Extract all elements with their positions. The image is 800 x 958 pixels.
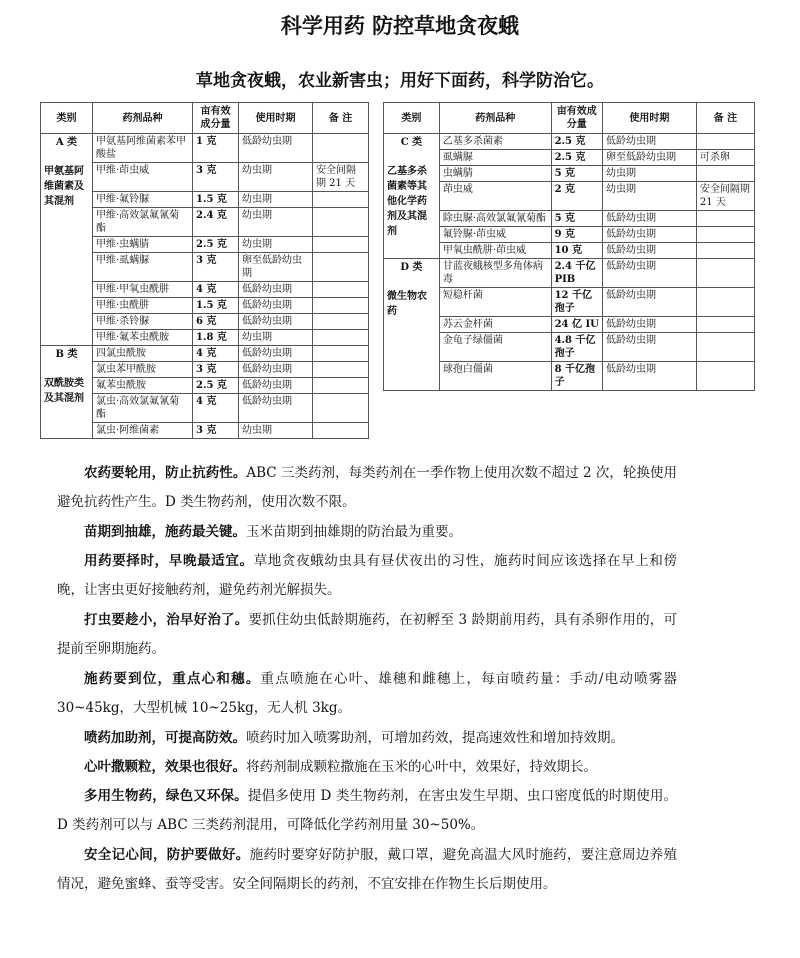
note-text (313, 314, 369, 330)
category-name: 微生物农药 (387, 291, 427, 317)
note-text (313, 237, 369, 253)
dosage-value: 12 千亿孢子 (551, 288, 602, 317)
category-cell (384, 259, 440, 391)
usage-period: 低龄幼虫期 (239, 282, 313, 298)
advice-text: 要抓住幼虫低龄期施药，在初孵至 3 龄期前用药，具有杀卵作用的，可提前至卵期施药。 (57, 612, 678, 657)
pesticide-name: 甲维·杀铃脲 (93, 314, 193, 330)
usage-period: 低龄幼虫期 (239, 314, 313, 330)
pesticide-name: 甲氨基阿维菌素苯甲酸盐 (93, 134, 193, 163)
header-pesticide: 药剂品种 (439, 103, 551, 134)
usage-period: 低龄幼虫期 (602, 259, 696, 288)
advice-text: 喷药时加入喷雾助剂，可增加药效，提高速效性和增加持效期。 (246, 730, 624, 746)
advice-text: 草地贪夜蛾幼虫具有昼伏夜出的习性，施药时间应该选择在早上和傍晚，让害虫更好接触药剂，避免药剂光解损失。 (57, 553, 677, 598)
usage-period: 低龄幼虫期 (239, 134, 313, 163)
header-category: 类别 (41, 103, 93, 134)
pesticide-name: 甲氧虫酰肼·茚虫威 (439, 243, 551, 259)
pesticide-name: 氯虫·高效氯氟氰菊酯 (93, 394, 193, 423)
note-text (313, 253, 369, 282)
usage-period: 卵至低龄幼虫期 (239, 253, 313, 282)
note-text (696, 134, 754, 150)
note-text (313, 423, 369, 439)
table-row (384, 317, 755, 333)
dosage-value: 1.5 克 (193, 298, 239, 314)
table-row (384, 243, 755, 259)
usage-period: 幼虫期 (602, 166, 696, 182)
note-text (696, 243, 754, 259)
note-text (696, 362, 754, 391)
table-row (384, 227, 755, 243)
pesticide-table-right (383, 102, 755, 391)
dosage-value: 4 克 (193, 394, 239, 423)
dosage-value: 4.8 千亿孢子 (551, 333, 602, 362)
dosage-value: 3 克 (193, 163, 239, 192)
dosage-value: 2 克 (551, 182, 602, 211)
note-text (313, 282, 369, 298)
category-cell (384, 134, 440, 259)
note-text: 可杀卵 (696, 150, 754, 166)
header-pesticide: 药剂品种 (93, 103, 193, 134)
pesticide-name: 茚虫威 (439, 182, 551, 211)
note-text (313, 346, 369, 362)
dosage-value: 10 克 (551, 243, 602, 259)
header-period: 使用时期 (239, 103, 313, 134)
pesticide-name: 氟铃脲·茚虫威 (439, 227, 551, 243)
usage-period: 幼虫期 (239, 330, 313, 346)
advice-text: 玉米苗期到抽雄期的防治最为重要。 (246, 524, 462, 540)
note-text (313, 330, 369, 346)
category-name: 乙基多杀菌素等其他化学药剂及其混剂 (387, 166, 427, 237)
usage-period: 低龄幼虫期 (239, 362, 313, 378)
usage-period: 幼虫期 (239, 423, 313, 439)
pesticide-name: 甘蓝夜蛾核型多角体病毒 (439, 259, 551, 288)
note-text (313, 192, 369, 208)
dosage-value: 6 克 (193, 314, 239, 330)
usage-period: 低龄幼虫期 (602, 243, 696, 259)
note-text: 安全间隔期 21 天 (313, 163, 369, 192)
usage-period: 低龄幼虫期 (239, 346, 313, 362)
note-text (696, 211, 754, 227)
table-row (384, 166, 755, 182)
usage-period: 低龄幼虫期 (602, 211, 696, 227)
usage-period: 幼虫期 (239, 163, 313, 192)
advice-paragraph (57, 547, 677, 605)
pesticide-name: 甲维·茚虫威 (93, 163, 193, 192)
pesticide-name: 氯虫·阿维菌素 (93, 423, 193, 439)
usage-period: 低龄幼虫期 (602, 227, 696, 243)
note-text (313, 378, 369, 394)
advice-paragraph (57, 606, 677, 664)
category-cell (41, 346, 93, 439)
table-header-row (41, 103, 369, 134)
advice-lead: 喷药加助剂，可提高防效。 (84, 730, 246, 746)
advice-paragraph (57, 841, 677, 899)
dosage-value: 2.5 克 (551, 134, 602, 150)
table-row (384, 259, 755, 288)
note-text (313, 394, 369, 423)
dosage-value: 24 亿 IU (551, 317, 602, 333)
advice-paragraph (57, 753, 677, 782)
header-period: 使用时期 (602, 103, 696, 134)
header-notes: 备 注 (696, 103, 754, 134)
dosage-value: 1 克 (193, 134, 239, 163)
note-text (696, 333, 754, 362)
category-code: C 类 (400, 137, 423, 148)
advice-lead: 农药要轮用，防止抗药性。 (84, 465, 247, 481)
usage-period: 卵至低龄幼虫期 (602, 150, 696, 166)
advice-lead: 打虫要趁小，治早好治了。 (84, 612, 249, 628)
advice-lead: 用药要择时，早晚最适宜。 (84, 553, 254, 569)
usage-period: 低龄幼虫期 (239, 378, 313, 394)
category-cell (41, 134, 93, 346)
category-name: 双酰胺类及其混剂 (44, 378, 84, 404)
advice-text: 将药剂制成颗粒撒施在玉米的心叶中，效果好，持效期长。 (246, 759, 597, 775)
dosage-value: 5 克 (551, 211, 602, 227)
note-text: 安全间隔期 21 天 (696, 182, 754, 211)
usage-period: 低龄幼虫期 (602, 288, 696, 317)
dosage-value: 2.5 克 (193, 237, 239, 253)
pesticide-name: 虫螨腈 (439, 166, 551, 182)
usage-period: 低龄幼虫期 (239, 298, 313, 314)
advice-lead: 施药要到位，重点心和穗。 (84, 671, 261, 687)
dosage-value: 3 克 (193, 253, 239, 282)
header-dosage: 亩有效成分量 (551, 103, 602, 134)
advice-paragraph (57, 665, 677, 723)
table-header-row (384, 103, 755, 134)
advice-paragraph (57, 782, 677, 840)
dosage-value: 2.5 克 (551, 150, 602, 166)
advice-lead: 心叶撒颗粒，效果也很好。 (84, 759, 246, 775)
dosage-value: 1.5 克 (193, 192, 239, 208)
advice-text: 重点喷施在心叶、雄穗和雌穗上，每亩喷药量：手动/电动喷雾器 30~45kg，大型机械 10~25kg，无人机 3kg。 (57, 671, 677, 716)
pesticide-name: 甲维·甲氧虫酰肼 (93, 282, 193, 298)
note-text (696, 227, 754, 243)
usage-period: 幼虫期 (239, 237, 313, 253)
pesticide-name: 甲维·高效氯氟氰菊酯 (93, 208, 193, 237)
category-code: B 类 (55, 349, 78, 360)
advice-paragraph (57, 459, 677, 517)
dosage-value: 2.4 克 (193, 208, 239, 237)
table-row (384, 182, 755, 211)
dosage-value: 9 克 (551, 227, 602, 243)
header-notes: 备 注 (313, 103, 369, 134)
usage-period: 低龄幼虫期 (602, 317, 696, 333)
note-text (696, 166, 754, 182)
page-subtitle: 草地贪夜蛾，农业新害虫；用好下面药，科学防治它。 (196, 71, 604, 91)
advice-lead: 安全记心间，防护要做好。 (84, 847, 250, 863)
pesticide-name: 甲维·氟苯虫酰胺 (93, 330, 193, 346)
pesticide-table-left (40, 102, 369, 439)
table-body-right (384, 134, 755, 391)
table-row (41, 346, 369, 362)
pesticide-name: 除虫脲·高效氯氟氰菊酯 (439, 211, 551, 227)
category-code: A 类 (55, 137, 78, 148)
dosage-value: 5 克 (551, 166, 602, 182)
dosage-value: 8 千亿孢子 (551, 362, 602, 391)
table-row (41, 134, 369, 163)
pesticide-name: 甲维·虫酰肼 (93, 298, 193, 314)
pesticide-name: 乙基多杀菌素 (439, 134, 551, 150)
note-text (313, 298, 369, 314)
table-row (384, 211, 755, 227)
table-row (384, 288, 755, 317)
usage-period: 低龄幼虫期 (602, 134, 696, 150)
pesticide-name: 甲维·虫螨腈 (93, 237, 193, 253)
usage-period: 幼虫期 (602, 182, 696, 211)
note-text (696, 288, 754, 317)
table-row (384, 134, 755, 150)
advice-lead: 多用生物药，绿色又环保。 (84, 788, 248, 804)
dosage-value: 3 克 (193, 423, 239, 439)
header-category: 类别 (384, 103, 440, 134)
pesticide-name: 金龟子绿僵菌 (439, 333, 551, 362)
table-row (384, 333, 755, 362)
advice-paragraph (57, 518, 677, 547)
header-dosage: 亩有效成分量 (193, 103, 239, 134)
dosage-value: 4 克 (193, 346, 239, 362)
pesticide-name: 苏云金杆菌 (439, 317, 551, 333)
dosage-value: 1.8 克 (193, 330, 239, 346)
table-row (384, 362, 755, 391)
pesticide-name: 短稳杆菌 (439, 288, 551, 317)
note-text (696, 259, 754, 288)
category-name: 甲氨基阿维菌素及其混剂 (44, 166, 84, 207)
pesticide-name: 甲维·氟铃脲 (93, 192, 193, 208)
table-row (384, 150, 755, 166)
advice-text: 施药时要穿好防护服，戴口罩，避免高温大风时施药，要注意周边养殖情况，避免蜜蜂、蚕等受害。安全间隔期长的药剂，不宜安排在作物生长后期使用。 (57, 847, 678, 892)
dosage-value: 3 克 (193, 362, 239, 378)
advice-text: 提倡多使用 D 类生物药剂，在害虫发生早期、虫口密度低的时期使用。D 类药剂可以与 ABC 三类药剂混用，可降低化学药剂用量 30~50%。 (57, 788, 678, 833)
usage-period: 低龄幼虫期 (602, 333, 696, 362)
dosage-value: 4 克 (193, 282, 239, 298)
usage-period: 幼虫期 (239, 208, 313, 237)
page-title: 科学用药 防控草地贪夜蛾 (280, 14, 520, 38)
advice-text: ABC 三类药剂，每类药剂在一季作物上使用次数不超过 2 次，轮换使用避免抗药性产生。D 类生物药剂，使用次数不限。 (57, 465, 678, 510)
advice-lead: 苗期到抽雄，施药最关键。 (84, 524, 246, 540)
pesticide-name: 虱螨脲 (439, 150, 551, 166)
note-text (313, 134, 369, 163)
pesticide-name: 甲维·虱螨脲 (93, 253, 193, 282)
usage-period: 低龄幼虫期 (602, 362, 696, 391)
note-text (313, 362, 369, 378)
dosage-value: 2.5 克 (193, 378, 239, 394)
dosage-value: 2.4 千亿 PIB (551, 259, 602, 288)
table-body-left (41, 134, 369, 439)
note-text (696, 317, 754, 333)
usage-period: 幼虫期 (239, 192, 313, 208)
advice-paragraph (57, 724, 677, 753)
category-code: D 类 (400, 262, 423, 273)
pesticide-name: 氟苯虫酰胺 (93, 378, 193, 394)
pesticide-name: 四氯虫酰胺 (93, 346, 193, 362)
pesticide-name: 氯虫苯甲酰胺 (93, 362, 193, 378)
note-text (313, 208, 369, 237)
usage-period: 低龄幼虫期 (239, 394, 313, 423)
pesticide-name: 球孢白僵菌 (439, 362, 551, 391)
